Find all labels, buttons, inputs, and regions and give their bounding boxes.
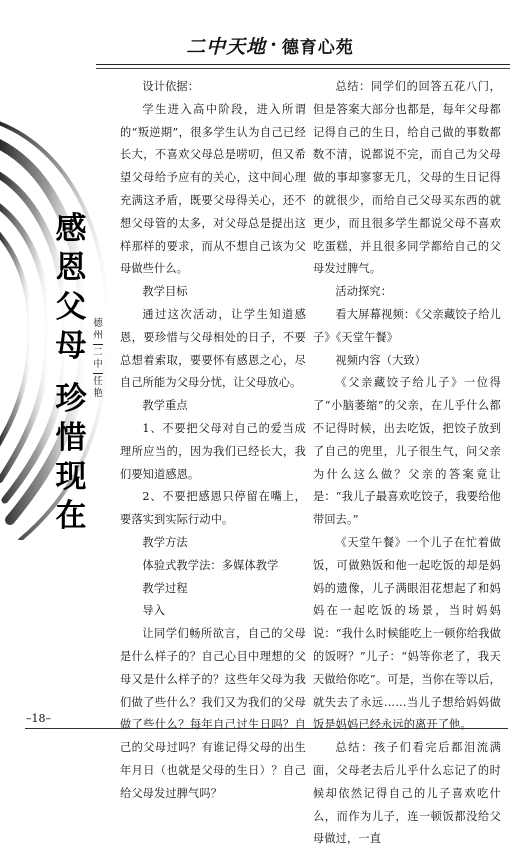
running-header [160,30,380,60]
paragraph: 设计依据： [142,80,200,93]
section-name: 德育心苑 [281,37,354,58]
paragraph: 学生进入高中阶段，进入所谓的“叛逆期”，很多学生认为自己已经长大，不喜欢父母总是唠叨，但又希望父母给予应有的关心，这中间心理充满这矛盾，既要父母得关心，还不想父母管的太多，对父母总是提出这样那样的要求，而从不想自己该为父母做些什么。 [120,102,306,276]
paragraph: 1、不要把父母对自己的爱当成理所应当的，因为我们已经长大，我们要知道感恩。 [120,421,306,481]
title-char: 惜 [55,420,87,456]
section-heading: 教学过程 [142,581,188,595]
right-text-column [313,76,501,851]
page-number: –18– [26,712,51,725]
section-heading: 导入 [142,604,166,618]
header-separator: · [270,34,278,56]
title-char: 父 [55,289,87,325]
paragraph: 总结：孩子们看完后都泪流满面，父母老去后儿乎什么忘记了的时候却依然记得自己的儿子喜欢吃什么，而作为儿子，连一顿饭都没给父母做过，一直 [313,741,501,846]
author-place-char: 州 [93,330,103,341]
author-school-char: 中 [93,359,103,370]
section-heading: 教学目标 [142,285,188,299]
title-line-1 [52,210,90,366]
paragraph: 通过这次活动，让学生知道感恩，要珍惜与父母相处的日子，不要总想着索取，要要怀有感恩之心，尽自己所能为父母分忧，让父母放心。 [120,307,306,390]
title-char: 现 [55,459,87,495]
title-char: 恩 [55,250,87,286]
paragraph: 体验式教学法：多媒体教学 [142,558,279,572]
header-rule-thin [96,68,510,69]
section-heading: 教学重点 [142,399,188,413]
author-name-char: 艳 [93,388,103,399]
author-school-char: 二 [93,347,103,358]
author-byline [92,318,104,400]
section-heading: 教学方法 [142,535,188,549]
title-char: 感 [55,211,87,247]
author-name-char: 任 [93,376,103,387]
footer-rule [25,728,508,729]
title-char: 珍 [55,381,87,417]
section-heading: 活动探究： [335,285,393,299]
section-heading: 视频内容（大致） [335,353,427,367]
title-char: 在 [55,498,87,534]
paragraph: 《父亲藏饺子给儿子》一位得了“小脑萎缩”的父亲，在儿乎什么都不记得时候，出去吃饭，把饺子放到了自己的兜里，儿子很生气，问父亲为什么这么做？父亲的答案竟让是：“我儿子最喜欢吃饺子，我要给他带回去。” [313,376,501,527]
paragraph: 总结：同学们的回答五花八门，但是答案大部分也都是，每年父母都记得自己的生日，给自己做的事数都数不清，说都说不完，而自己为父母做的事却寥寥无几，父母的生日记得的就很少，而给自己父母买东西的就更少，而且很多学生都说父母不喜欢吃蛋糕，并且很多同学都给自己的父母发过脾气。 [313,80,501,276]
magazine-brand: 二中天地 [186,35,267,58]
left-text-column [120,76,306,806]
paragraph: 让同学们畅所欲言，自己的父母是什么样子的？自己心目中理想的父母又是什么样子的？这些年父母为我们做了些什么？我们又为我们的父母做了些什么？每年自己过生日吗？自己的父母过吗？有谁记得父母的出生年月日（也就是父母的生日）？自己给父母发过脾气吗？ [120,627,306,800]
paragraph: 看大屏幕视频：《父亲藏饺子给儿子》《天堂午餐》 [313,307,501,344]
byline-divider [93,344,103,345]
author-place-char: 德 [93,318,103,329]
header-rule-thick [96,64,510,65]
title-char: 母 [55,328,87,364]
paragraph: 《天堂午餐》一个儿子在忙着做饭，可做熟饭和他一起吃饭的却是妈妈的遗像，儿子满眼泪花想起了和妈妈在一起吃饭的场景，当时妈妈说：“我什么时候能吃上一顿你给我做的饭呀？”儿子：“妈等你老了，我天天做给你吃”。可是，当你在等以后，就失去了永远……当儿子想给妈妈做饭是妈妈已经永远的离开了他。 [313,535,501,732]
byline-divider [93,373,103,374]
title-line-2 [52,380,90,536]
paragraph: 2、不要把感恩只停留在嘴上，要落实到实际行动中。 [120,490,306,527]
